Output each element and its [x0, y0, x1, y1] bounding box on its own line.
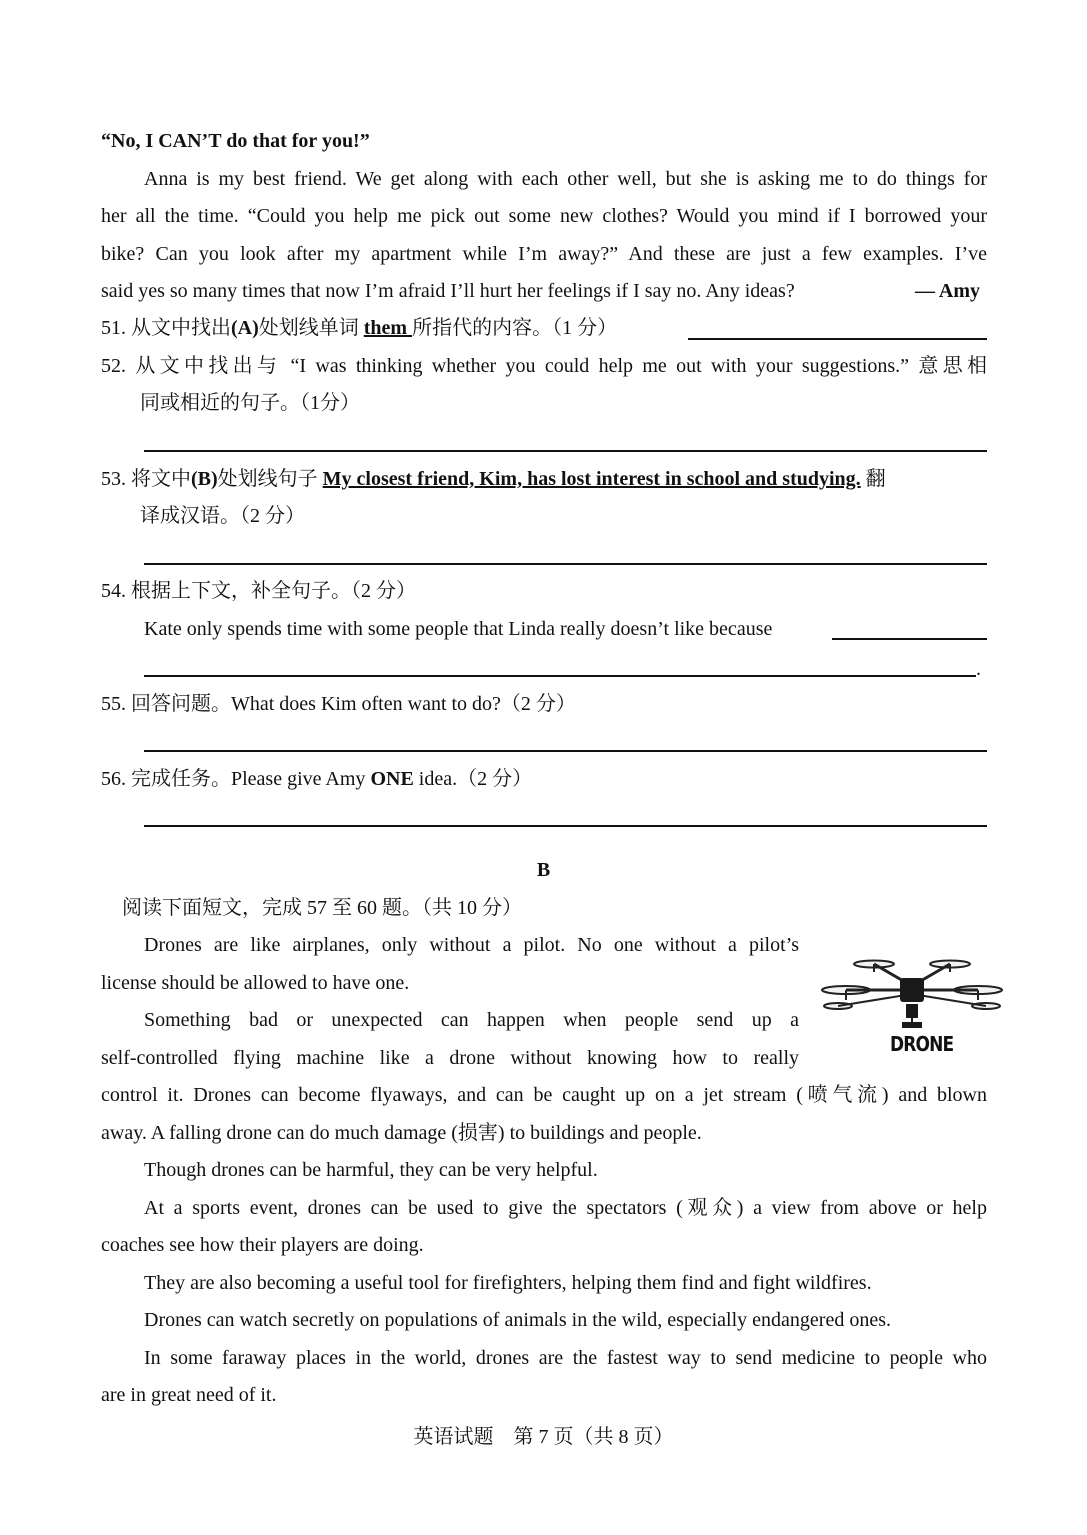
- b-para-4-line-2: coaches see how their players are doing.: [101, 1234, 424, 1256]
- question-54-period: .: [976, 658, 981, 680]
- b-para-2-line-2: self-controlled flying machine like a drone without knowing how to really: [101, 1047, 799, 1069]
- question-55: 55. 回答问题。What does Kim often want to do?（2 分）: [101, 693, 576, 715]
- letter-line-2: her all the time. “Could you help me pick out some new clothes? Would you mind if I borrowed your: [101, 205, 987, 227]
- b-para-7-line-2: are in great need of it.: [101, 1384, 277, 1406]
- drone-illustration: [816, 950, 1008, 1062]
- page-footer: 英语试题 第 7 页（共 8 页）: [413, 1426, 674, 1448]
- answer-line-55[interactable]: [144, 750, 987, 752]
- section-b-instruction: 阅读下面短文，完成 57 至 60 题。（共 10 分）: [122, 897, 522, 919]
- b-para-2-line-3: control it. Drones can become flyaways, and can be caught up on a jet stream (喷气流) and blown: [101, 1084, 987, 1106]
- b-para-3: Though drones can be harmful, they can be very helpful.: [144, 1159, 598, 1181]
- answer-line-54b[interactable]: [144, 675, 976, 677]
- question-54: 54. 根据上下文，补全句子。（2 分）: [101, 580, 416, 602]
- letter-line-3: bike? Can you look after my apartment while I’m away?” And these are just a few examples. I’ve: [101, 243, 987, 265]
- answer-line-56[interactable]: [144, 825, 987, 827]
- question-53-cont: 译成汉语。（2 分）: [140, 505, 305, 527]
- question-53: 53. 将文中(B)处划线句子 My closest friend, Kim, has lost interest in school and studying. 翻: [101, 468, 886, 490]
- b-para-7-line-1: In some faraway places in the world, drones are the fastest way to send medicine to people who: [144, 1347, 987, 1369]
- question-52-cont: 同或相近的句子。（1分）: [140, 392, 360, 414]
- b-para-2-line-4: away. A falling drone can do much damage (损害) to buildings and people.: [101, 1122, 702, 1144]
- answer-line-54a[interactable]: [832, 638, 987, 640]
- question-56: 56. 完成任务。Please give Amy ONE idea.（2 分）: [101, 768, 533, 790]
- section-b-heading: B: [536, 859, 551, 881]
- answer-line-53[interactable]: [144, 563, 987, 565]
- b-para-2-line-1: Something bad or unexpected can happen when people send up a: [144, 1009, 799, 1031]
- letter-line-1: Anna is my best friend. We get along with each other well, but she is asking me to do things for: [144, 168, 987, 190]
- question-54-prompt: Kate only spends time with some people that Linda really doesn’t like because: [144, 618, 773, 640]
- letter-line-4: said yes so many times that now I’m afraid I’ll hurt her feelings if I say no. Any ideas?: [101, 280, 795, 302]
- b-para-6: Drones can watch secretly on populations of animals in the wild, especially endangered ones.: [144, 1309, 891, 1331]
- answer-line-52[interactable]: [144, 450, 987, 452]
- b-para-1-line-2: license should be allowed to have one.: [101, 972, 410, 994]
- b-para-1-line-1: Drones are like airplanes, only without a pilot. No one without a pilot’s: [144, 934, 799, 956]
- question-51: 51. 从文中找出(A)处划线单词 them 所指代的内容。（1 分）: [101, 317, 618, 339]
- b-para-5: They are also becoming a useful tool for firefighters, helping them find and fight wildfires.: [144, 1272, 872, 1294]
- drone-label: DRONE: [890, 1032, 954, 1056]
- letter-signature: — Amy: [915, 280, 980, 302]
- question-52: 52. 从文中找出与 “I was thinking whether you could help me out with your suggestions.” 意思相: [101, 355, 987, 377]
- passage-title: “No, I CAN’T do that for you!”: [101, 130, 370, 152]
- b-para-4-line-1: At a sports event, drones can be used to give the spectators (观众) a view from above or help: [144, 1197, 987, 1219]
- answer-line-51[interactable]: [688, 338, 987, 340]
